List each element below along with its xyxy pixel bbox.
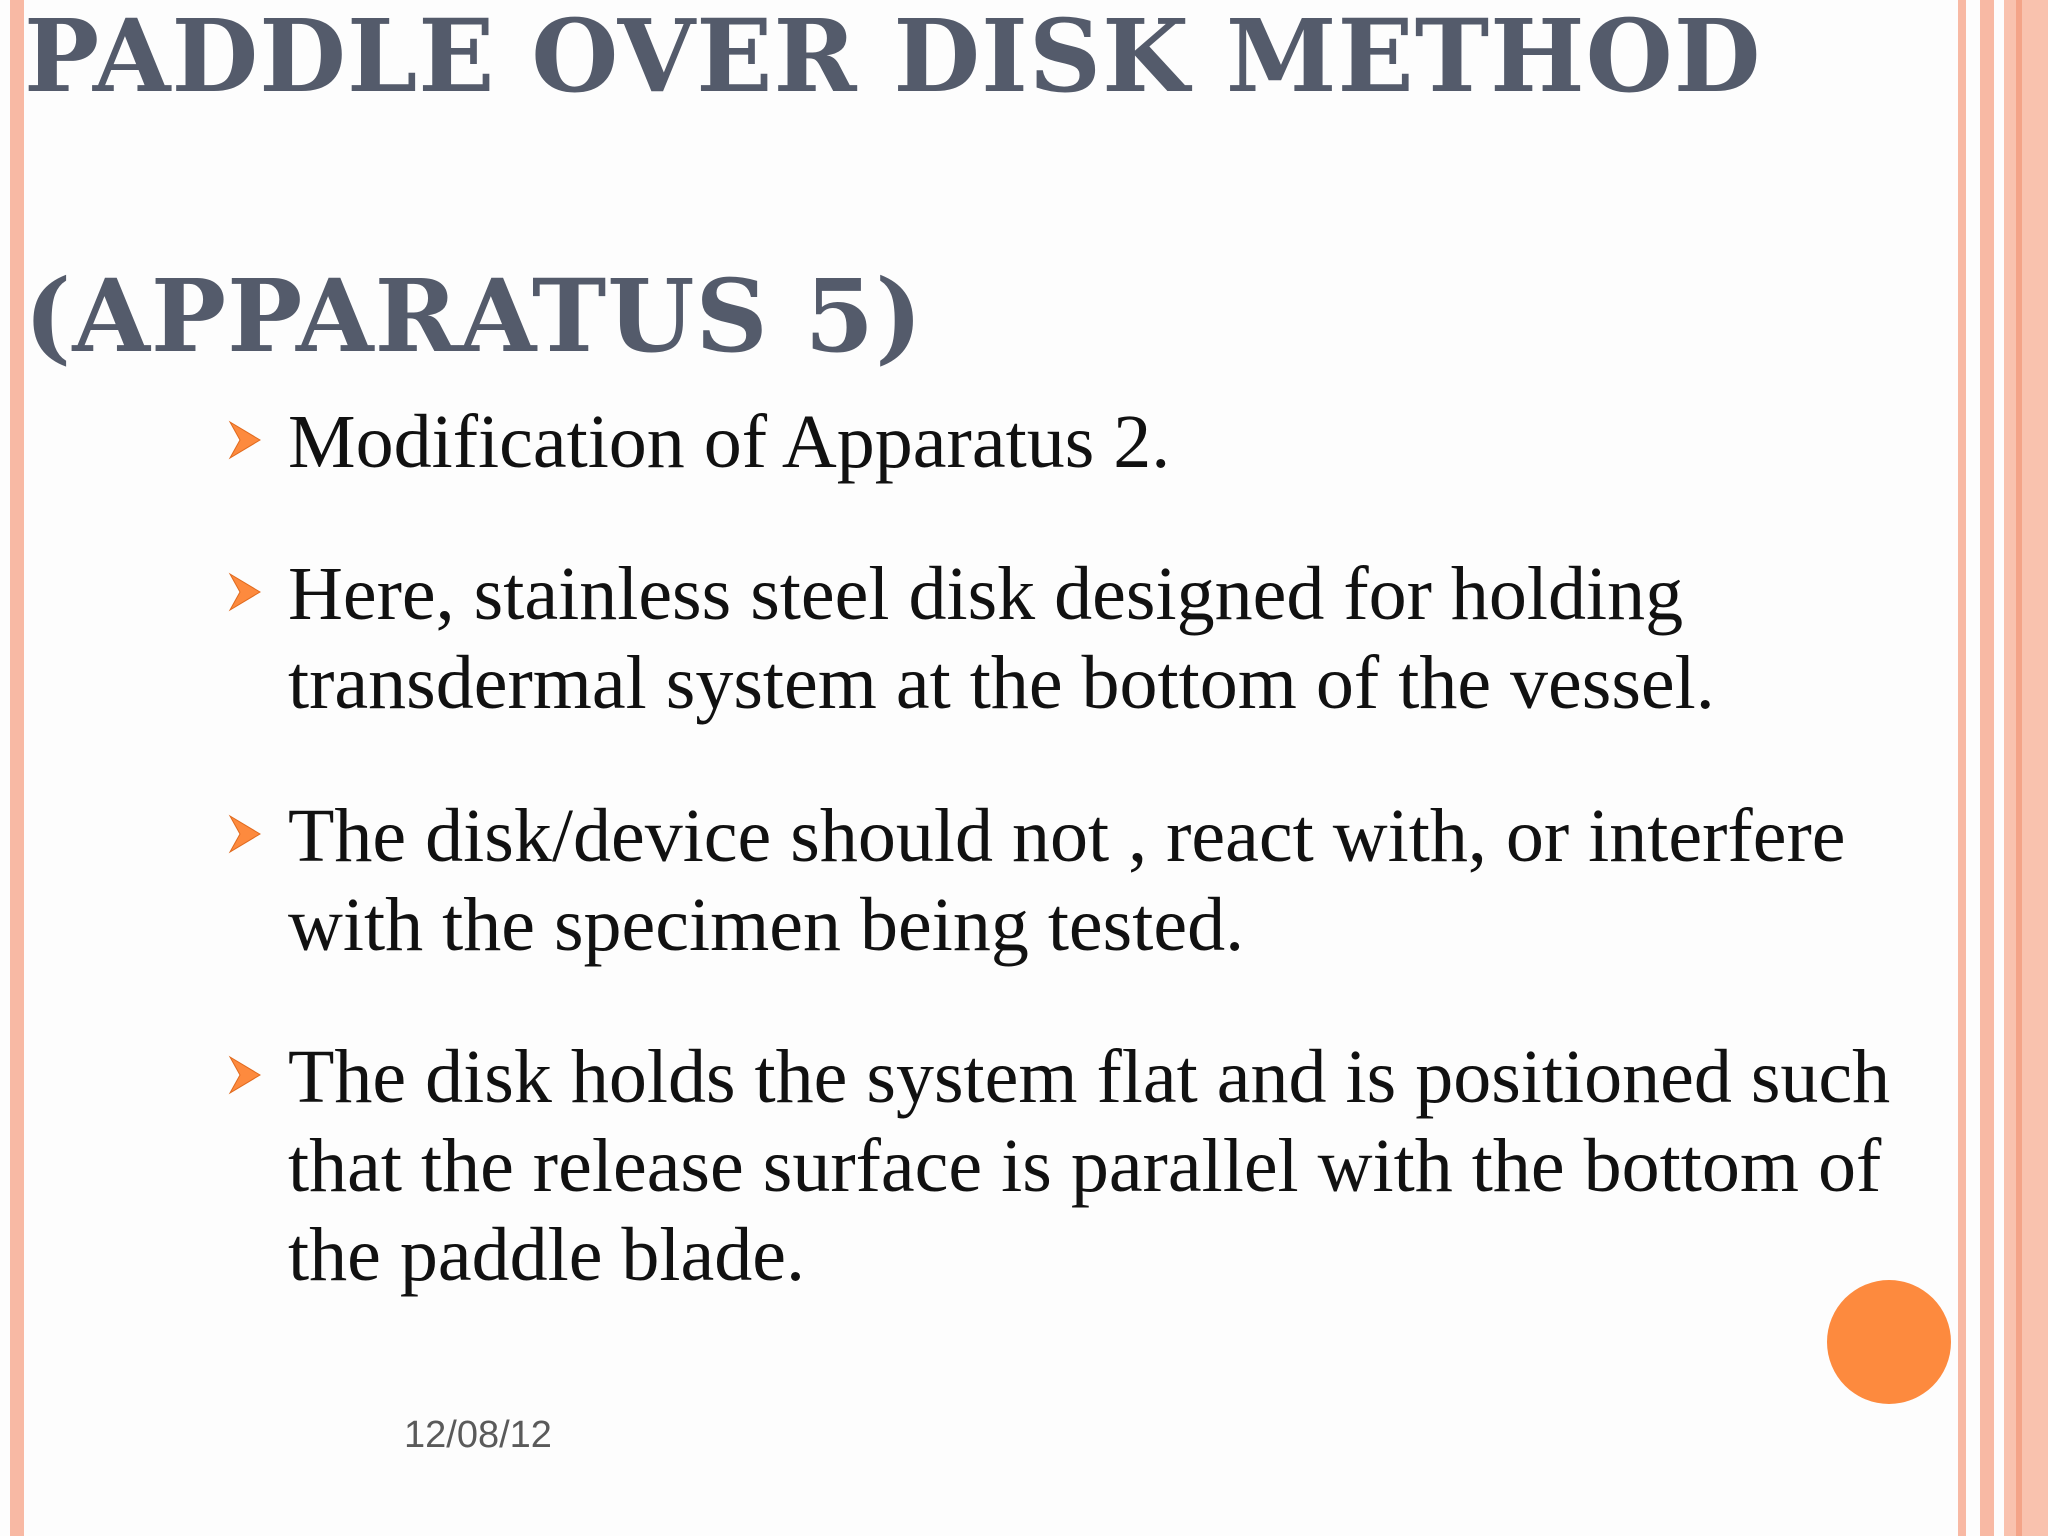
bullet-text: Modification of Apparatus 2.	[288, 400, 1171, 484]
left-border-stripe	[10, 0, 24, 1536]
slide-title-line: (APPARATUS 5)	[24, 257, 924, 375]
arrowhead-bullet-icon	[228, 814, 262, 854]
slide-title	[24, 0, 1924, 375]
right-border-stripe	[2004, 0, 2048, 1536]
right-border-stripe	[1980, 0, 1994, 1536]
arrowhead-bullet-icon	[228, 420, 262, 460]
bullet-item	[228, 550, 1958, 728]
right-border-stripe	[1958, 0, 1966, 1536]
slide-title-line: PADDLE OVER DISK METHOD	[24, 0, 1762, 115]
slide-date: 12/08/12	[404, 1414, 552, 1456]
bullet-list	[228, 398, 1958, 1363]
bullet-item	[228, 792, 1958, 970]
orange-circle-decoration	[1827, 1280, 1951, 1404]
bullet-text: The disk holds the system flat and is positioned such that the release surface is parallel with the bottom of the paddle blade.	[288, 1035, 1891, 1297]
bullet-item	[228, 398, 1958, 487]
right-border-stripe	[2016, 0, 2022, 1536]
bullet-text: The disk/device should not , react with, or interfere with the specimen being tested.	[288, 794, 1846, 967]
arrowhead-bullet-icon	[228, 1055, 262, 1095]
bullet-text: Here, stainless steel disk designed for holding transdermal system at the bottom of the vessel.	[288, 552, 1715, 725]
bullet-item	[228, 1033, 1958, 1300]
arrowhead-bullet-icon	[228, 572, 262, 612]
